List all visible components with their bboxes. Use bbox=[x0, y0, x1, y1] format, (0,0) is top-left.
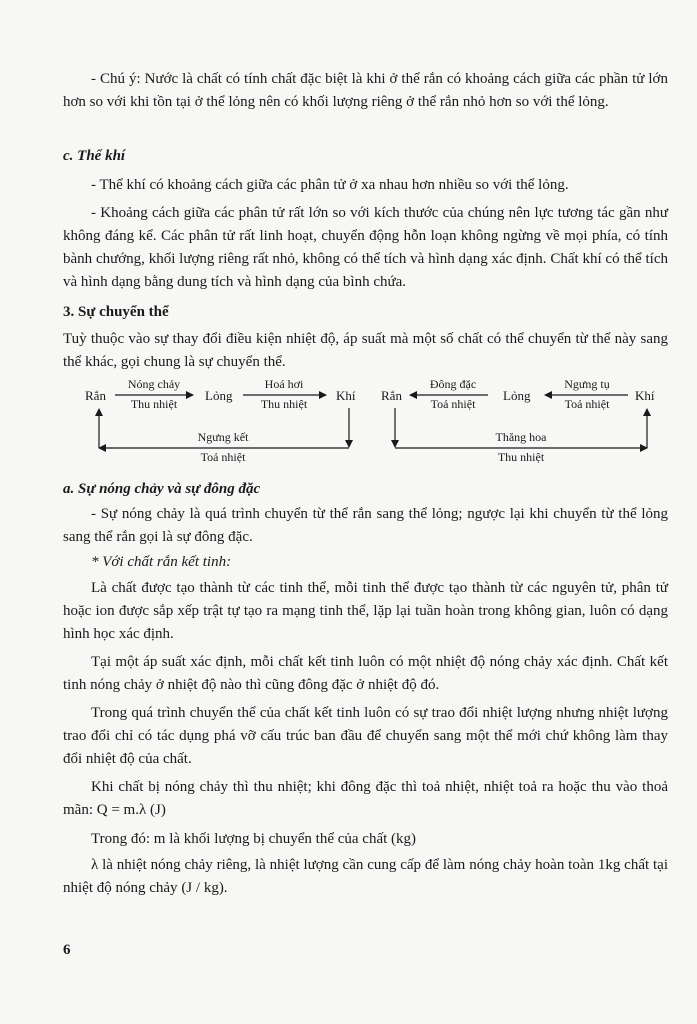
heading-gas-state: c. Thể khí bbox=[63, 148, 126, 164]
note-water-paragraph: - Chú ý: Nước là chất có tính chất đặc biệt là khi ở thể rắn có khoảng cách giữa các phần tử lớn hơn so với khi tồn tại ở thể lỏng nên có khối lượng riêng ở thể rắn nhỏ hơn so với thể lỏng. bbox=[63, 71, 668, 110]
right-label-condensation: Ngưng tụ bbox=[564, 377, 610, 391]
right-node-solid: Rắn bbox=[381, 388, 402, 403]
gas-paragraph-2: - Khoảng cách giữa các phân tử rất lớn so với kích thước của chúng nên lực tương tác gần như không đáng kể. Các phân tử rất linh hoạt, chuyển động hỗn loạn không ngừng về mọi phía, có tính bành chướng, khối lượng riêng rất nhỏ, không có thể tích và hình dạng xác định. Chất khí có thể tích và hình dạng bằng dung tích và hình dạng của bình chứa. bbox=[63, 205, 668, 290]
heading-phase-change: 3. Sự chuyển thể bbox=[63, 304, 169, 320]
lambda-definition: λ là nhiệt nóng chảy riêng, là nhiệt lượng cần cung cấp để làm nóng chảy hoàn toàn 1kg chất tại nhiệt độ nóng chảy bbox=[63, 857, 668, 896]
formula-paragraph bbox=[63, 776, 668, 822]
left-label-deposition: Ngưng kết bbox=[197, 430, 249, 444]
left-node-solid: Rắn bbox=[85, 388, 106, 403]
right-label-sublimation-heat: Thu nhiệt bbox=[497, 450, 545, 464]
melting-point-paragraph: Tại một áp suất xác định, mỗi chất kết tinh luôn có một nhiệt độ nóng chảy xác định. Chất kết tinh nóng chảy ở nhiệt độ nào thì cũng đông đặc ở nhiệt độ đó. bbox=[63, 654, 668, 693]
right-label-sublimation: Thăng hoa bbox=[495, 430, 547, 444]
right-label-condensation-heat: Toả nhiệt bbox=[564, 397, 610, 411]
formula-intro: Khi chất bị nóng chảy thì thu nhiệt; khi đông đặc thì toả nhiệt, nhiệt toả ra hoặc thu vào thoả mãn: bbox=[63, 779, 668, 818]
lambda-unit: (J / kg). bbox=[181, 880, 228, 896]
left-node-gas: Khí bbox=[336, 388, 356, 403]
formula: Q = m.λ (J) bbox=[96, 802, 166, 818]
where-mass-line: Trong đó: m là khối lượng bị chuyển thể của chất (kg) bbox=[91, 831, 417, 847]
crystalline-note: * Với chất rắn kết tinh: bbox=[91, 554, 232, 570]
left-label-melting-heat: Thu nhiệt bbox=[130, 397, 178, 411]
lambda-paragraph bbox=[63, 854, 668, 900]
right-node-liquid: Lỏng bbox=[503, 388, 531, 403]
left-label-vaporization-heat: Thu nhiệt bbox=[260, 397, 308, 411]
left-label-deposition-heat: Toả nhiệt bbox=[200, 450, 246, 464]
phase-change-intro: Tuỳ thuộc vào sự thay đổi điều kiện nhiệt độ, áp suất mà một số chất có thể chuyển từ thể này sang thể khác, gọi chung là sự chuyển thể. bbox=[63, 331, 668, 370]
left-label-melting: Nóng chảy bbox=[127, 377, 181, 391]
phase-transition-diagram bbox=[63, 368, 673, 468]
right-label-freezing: Đông đặc bbox=[429, 377, 477, 391]
gas-paragraph-1: - Thể khí có khoảng cách giữa các phân tử ở xa nhau hơn nhiều so với thể lỏng. bbox=[91, 177, 569, 193]
heat-exchange-paragraph: Trong quá trình chuyển thể của chất kết tinh luôn có sự trao đổi nhiệt lượng nhưng nhiệt lượng trao đổi chỉ có tác dụng phá vỡ cấu trúc ban đầu để chuyển sang một thể mới chứ không làm thay đổi nhiệt độ của chất. bbox=[63, 705, 668, 767]
left-node-liquid: Lỏng bbox=[205, 388, 233, 403]
right-label-freezing-heat: Toả nhiệt bbox=[430, 397, 476, 411]
crystalline-paragraph: Là chất được tạo thành từ các tinh thể, mỗi tinh thể được tạo thành từ các nguyên tử, phân tử hoặc ion được sắp xếp trật tự tạo ra mạng tinh thể, lặp lại tuần hoàn trong không gian, luôn có dạng hình học xác định. bbox=[63, 580, 668, 642]
page-number: 6 bbox=[63, 942, 71, 958]
right-node-gas: Khí bbox=[635, 388, 655, 403]
left-label-vaporization: Hoá hơi bbox=[264, 377, 304, 391]
heading-melting-freezing: a. Sự nóng chảy và sự đông đặc bbox=[63, 481, 261, 497]
melting-definition: - Sự nóng chảy là quá trình chuyển từ thể rắn sang thể lỏng; ngược lại khi chuyển từ thể lỏng sang thể rắn gọi là sự đông đặc. bbox=[63, 506, 668, 545]
